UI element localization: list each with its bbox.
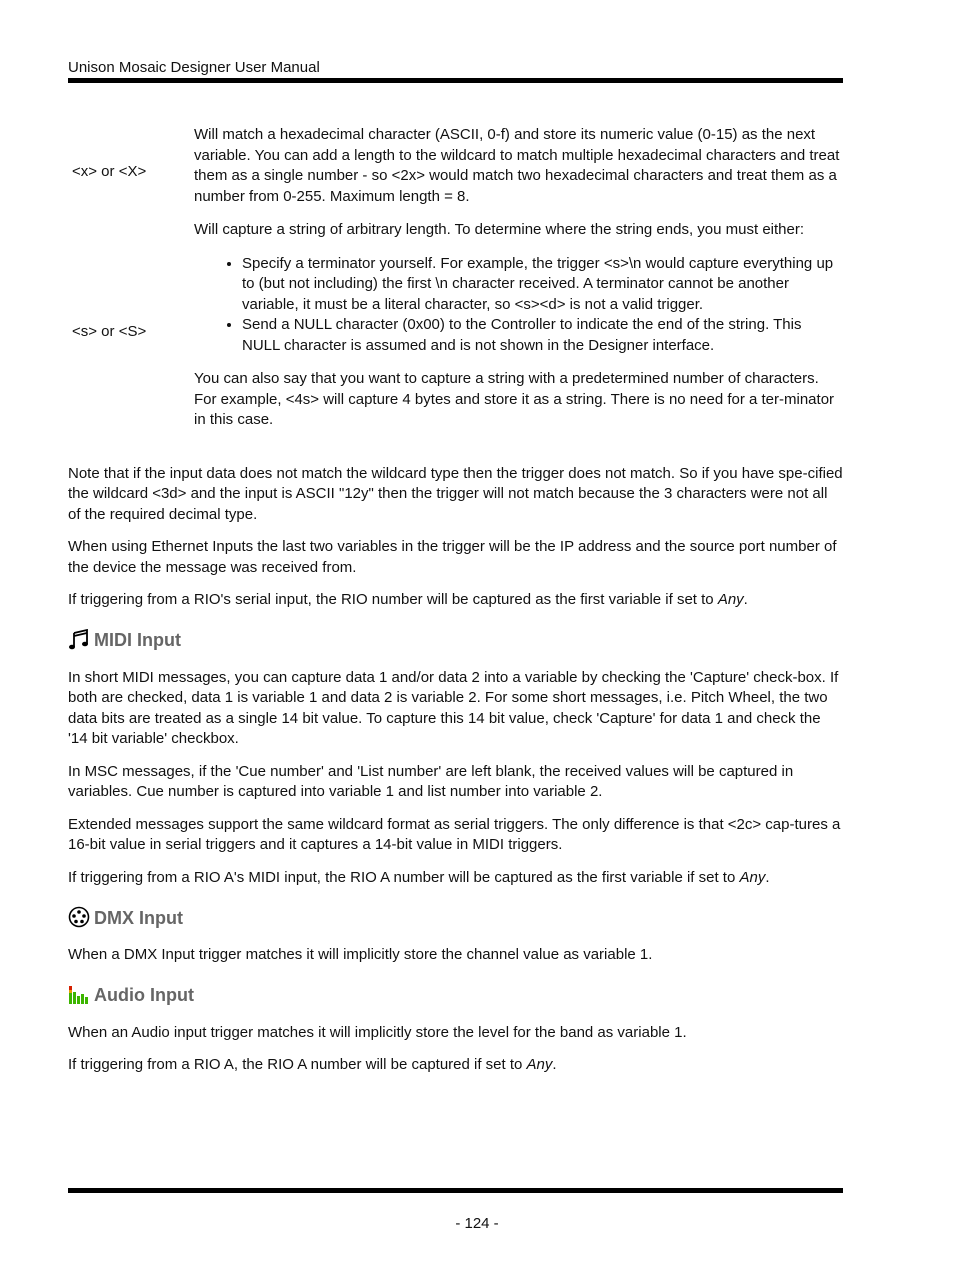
def-string-intro: Will capture a string of arbitrary length. To determine where the string ends, you must either: [194,221,805,238]
def-string [194,220,843,444]
def-string-bullets [194,254,843,357]
section-title: DMX Input [94,907,183,928]
page-content [68,125,843,1088]
list-item: • Send a NULL character (0x00) to the Controller to indicate the end of the string. This NULL character is assumed and is not shown in the Designer interface. [242,315,843,356]
page-number: - 124 - [455,1215,499,1232]
paragraph: In MSC messages, if the 'Cue number' and 'List number' are left blank, the received values will be captured in variables. Cue number is captured into variable 1 and list number into variable 2. [68,762,794,800]
section-title: Audio Input [94,985,194,1005]
section-heading-midi [68,629,843,651]
table-row-hex [68,125,843,220]
section-title: MIDI Input [94,630,181,650]
header-title: Unison Mosaic Designer User Manual [68,59,320,76]
dmx-connector-icon [68,906,90,928]
section-heading-audio [68,984,843,1006]
term-string: <s> or <S> [72,322,147,340]
def-string-outro: You can also say that you want to capture a string with a predetermined number of characters. For example, <4s> will capture 4 bytes and store it as a string. There is no need for a ter-minator in this case. [194,370,835,428]
header-rule [68,78,843,83]
footer-rule [68,1188,843,1193]
paragraph: Note that if the input data does not match the wildcard type then the trigger does not match. So if you have spe-cified the wildcard <3d> and the input is ASCII "12y" then the trigger will not match because the 3 characters were not all of the required decimal type. [68,464,843,523]
paragraph: When a DMX Input trigger matches it will implicitly store the channel value as variable 1. [68,946,653,963]
paragraph-rio-serial: If triggering from a RIO's serial input, the RIO number will be captured as the first variable if set to Any. [68,591,748,608]
paragraph: When an Audio input trigger matches it will implicitly store the level for the band as variable 1. [68,1023,687,1041]
audio-level-icon [68,984,90,1006]
section-heading-dmx [68,906,843,928]
paragraph-rio-audio: If triggering from a RIO A, the RIO A number will be captured if set to Any. [68,1056,557,1073]
def-hex [194,125,843,220]
paragraph: When using Ethernet Inputs the last two variables in the trigger will be the IP address and the source port number of the device the message was received from. [68,538,837,576]
term-hex: <x> or <X> [72,163,147,181]
table-row-string [68,220,843,444]
paragraph: In short MIDI messages, you can capture data 1 and/or data 2 into a variable by checking the 'Capture' check-box. If both are checked, data 1 is variable 1 and data 2 is variable 2. For some short messages, i.e. Pitch Wheel, the two data bits are treated as a single 14 bit value. To capture this 14 bit value, check 'Capture' for data 1 and check the '14 bit variable' checkbox. [68,668,839,747]
def-hex-text: Will match a hexadecimal character (ASCII, 0-f) and store its numeric value (0-15) as the next variable. You can add a length to the wildcard to match multiple hexadecimal characters and treat them as a single number - so <2x> would match two hexadecimal characters and treat them as a number from 0-255. Maximum length = 8. [194,126,840,205]
paragraph-rio-midi: If triggering from a RIO A's MIDI input, the RIO A number will be captured as the first variable if set to Any. [68,868,770,886]
music-note-icon [68,629,90,651]
paragraph: Extended messages support the same wildcard format as serial triggers. The only difference is that <2c> cap-tures a 16-bit value in serial triggers and it captures a 14-bit value in MIDI triggers. [68,815,841,853]
list-item: • Specify a terminator yourself. For example, the trigger <s>\n would capture everything up to (but not including) the first \n character received. A terminator cannot be another variable, it must be a literal character, so <s><d> is not a valid trigger. [242,254,843,316]
